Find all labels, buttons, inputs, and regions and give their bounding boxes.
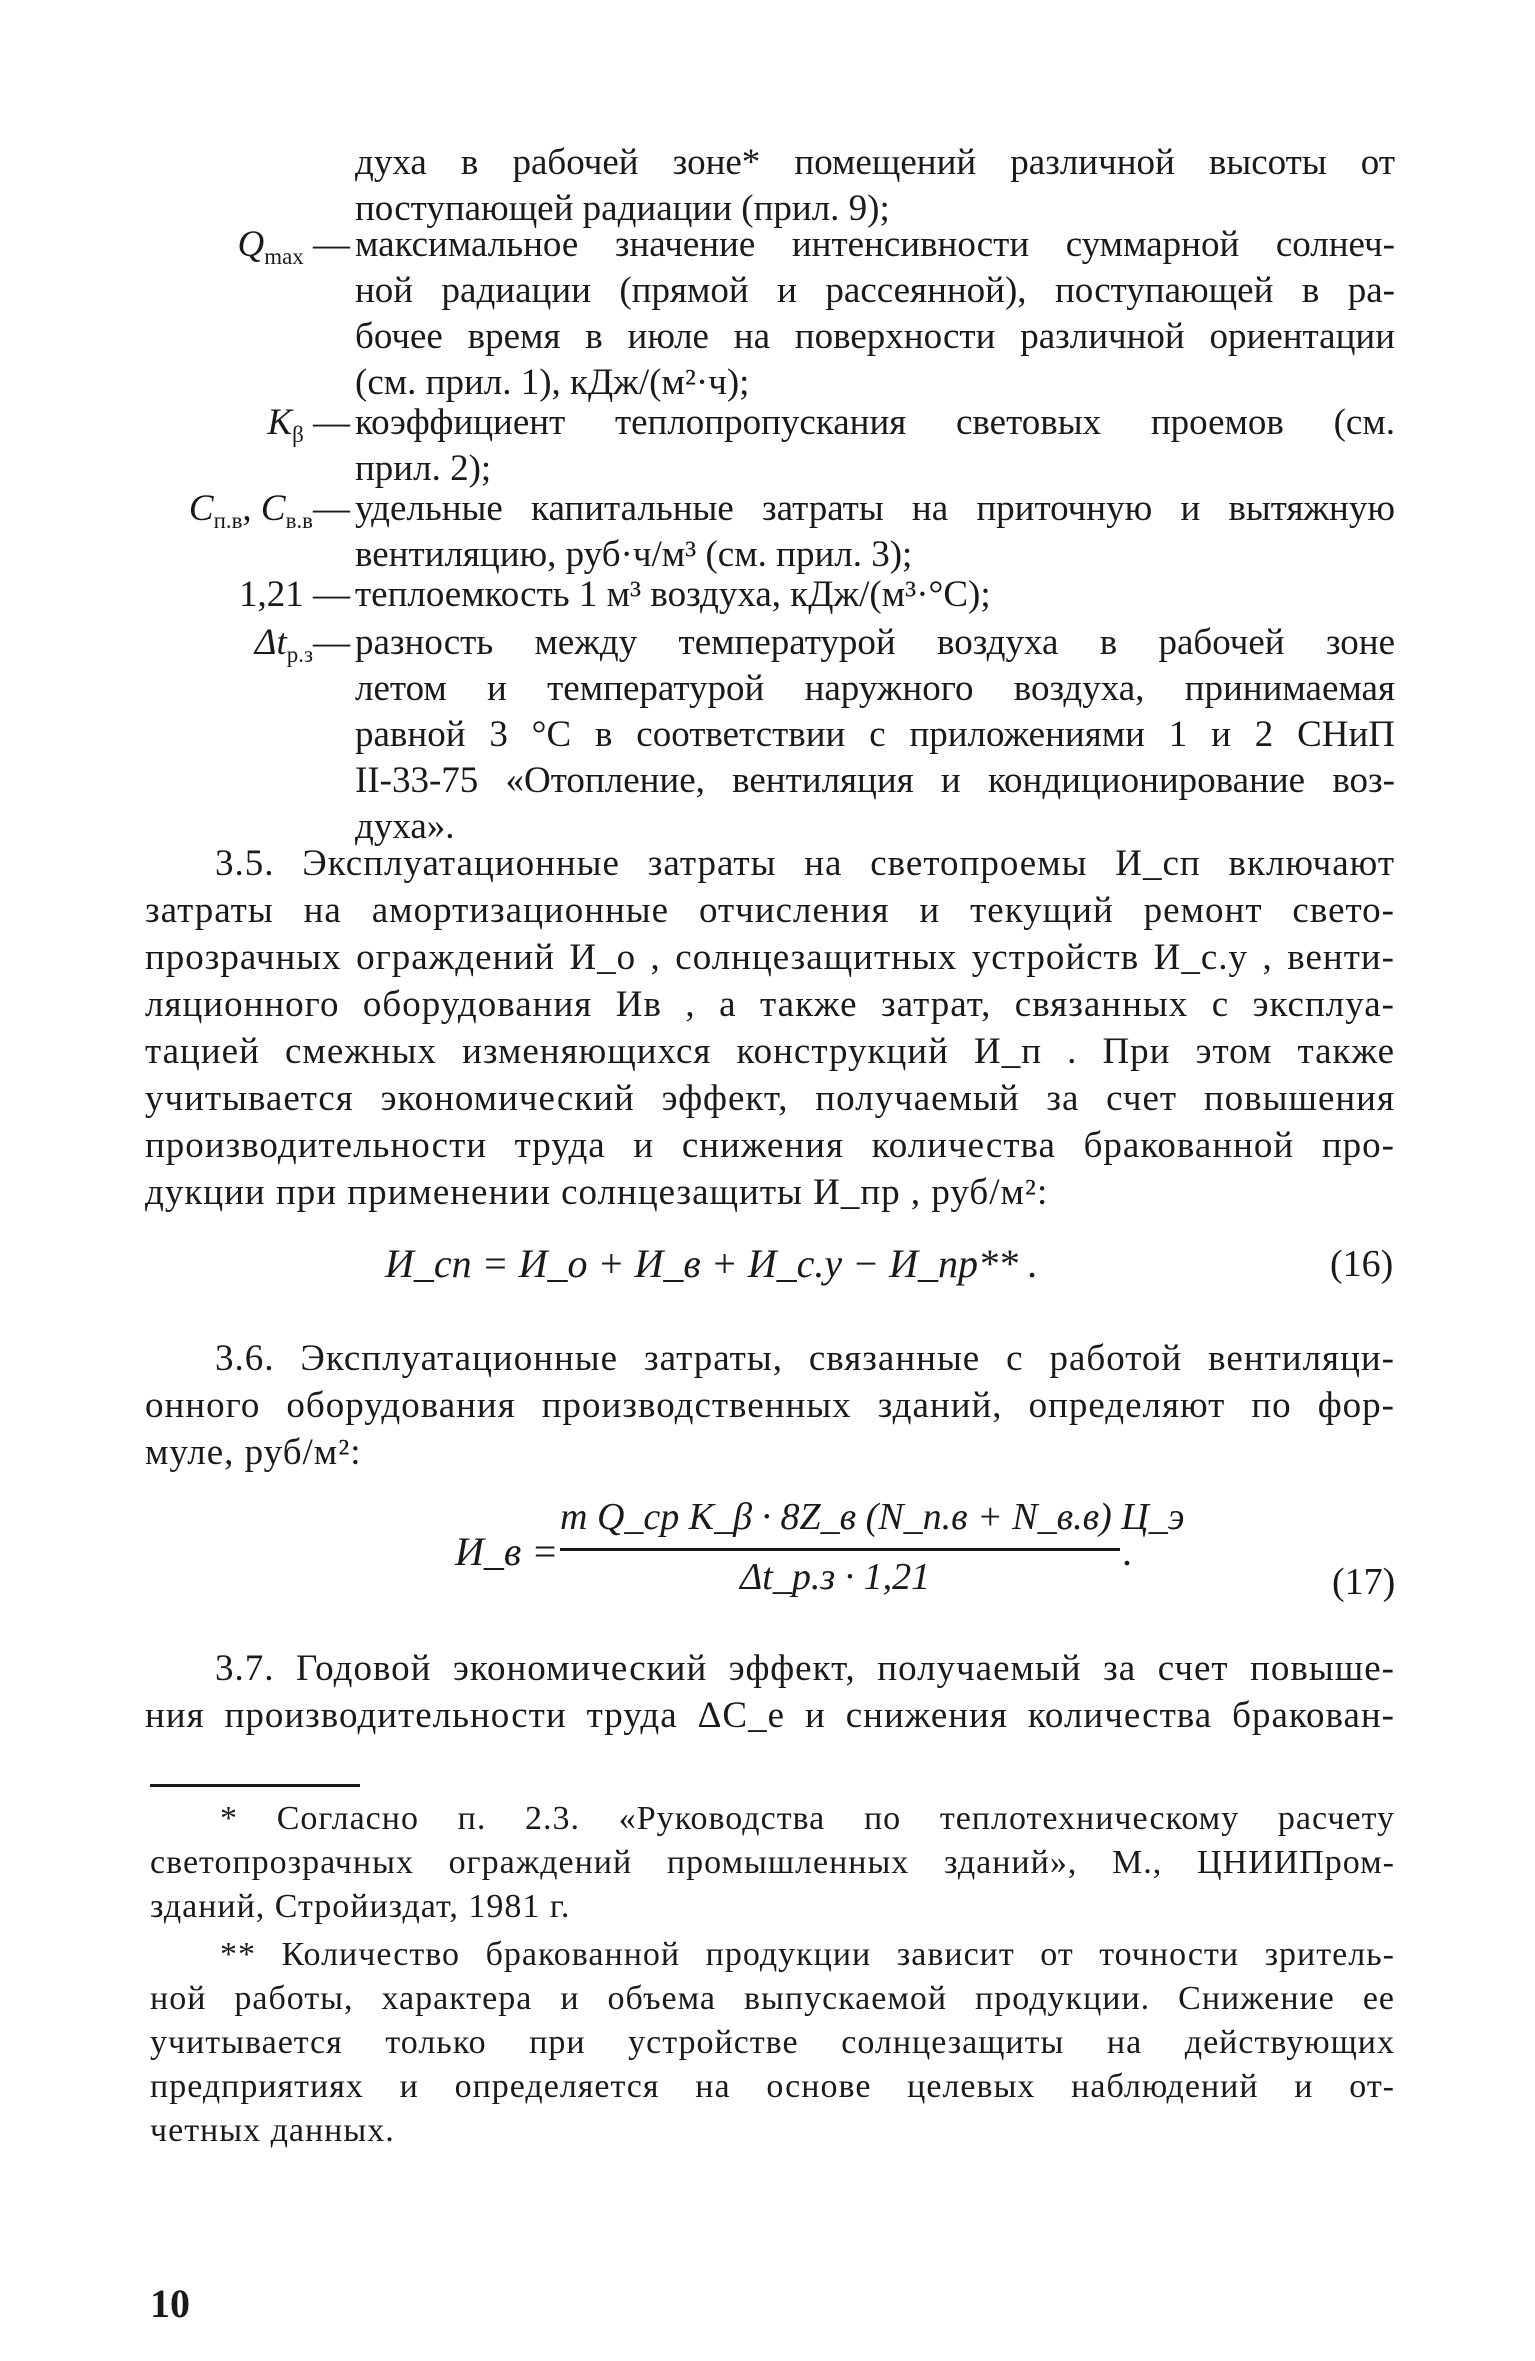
text-line: ** Количество бракованной продукции зависит от точности зритель- <box>220 1936 1395 1973</box>
equation-number-16: (16) <box>1330 1243 1394 1285</box>
formula-17-lhs: И_в = <box>455 1529 559 1574</box>
text-line: муле, руб/м²: <box>145 1432 362 1473</box>
definition-text <box>355 620 1395 850</box>
text-line: коэффициент теплопропускания световых проемов (см. <box>355 402 1395 443</box>
text-line: учитывается экономический эффект, получаемый за счет повышения <box>145 1078 1395 1119</box>
formula-17-trail: . <box>1122 1529 1132 1574</box>
text-line: ния производительности труда ΔС_е и снижения количества бракован- <box>145 1695 1395 1736</box>
text-line: II-33-75 «Отопление, вентиляция и кондиционирование воз- <box>355 760 1395 801</box>
formula-text: И_сп = И_о + И_в + И_с.у − И_пр** . <box>385 1241 1039 1286</box>
text-line: светопрозрачных ограждений промышленных зданий», М., ЦНИИПром- <box>150 1844 1395 1881</box>
definition-symbol: $\Delta t_{р.з}—$ <box>254 622 350 668</box>
text-line: 3.5. Эксплуатационные затраты на светопроемы И_сп включают <box>215 843 1395 884</box>
text-line: разность между температурой воздуха в рабочей зоне <box>355 622 1395 663</box>
formula-16 <box>385 1240 1038 1287</box>
text-line: теплоемкость 1 м³ воздуха, кДж/(м³·°С); <box>355 574 991 615</box>
definition-text <box>355 222 1395 406</box>
text-line: (см. прил. 1), кДж/(м²·ч); <box>355 362 750 403</box>
definition-symbol: 1,21 — <box>239 574 350 615</box>
fraction-bar <box>560 1548 1120 1551</box>
text-line: поступающей радиации (прил. 9); <box>355 188 890 229</box>
definition-text <box>355 140 1395 232</box>
text-line: летом и температурой наружного воздуха, принимаемая <box>355 668 1395 709</box>
text-line: учитывается только при устройстве солнцезащиты на действующих <box>150 2024 1395 2061</box>
text-line: * Согласно п. 2.3. «Руководства по теплотехническому расчету <box>220 1800 1395 1837</box>
page-number: 10 <box>150 2281 190 2326</box>
formula-17-denominator: Δt_р.з · 1,21 <box>740 1556 931 1598</box>
text-line: удельные капитальные затраты на приточную и вытяжную <box>355 488 1395 529</box>
footnote-divider <box>150 1784 360 1787</box>
definition-text <box>355 486 1395 578</box>
text-line: равной 3 °С в соответствии с приложениями 1 и 2 СНиП <box>355 714 1395 755</box>
definition-text <box>355 400 1395 492</box>
section-3-5 <box>145 840 1395 1216</box>
definition-symbol: $C_{п.в}$, $C_{в.в}—$ <box>188 488 350 534</box>
definition-text <box>355 572 1395 618</box>
text-line: затраты на амортизационные отчисления и текущий ремонт свето- <box>145 890 1395 931</box>
text-line: ной радиации (прямой и рассеянной), поступающей в ра- <box>355 270 1395 311</box>
text-line: 3.7. Годовой экономический эффект, получаемый за счет повыше- <box>215 1648 1395 1689</box>
definition-symbol: $Q_{max}$ — <box>237 224 350 270</box>
text-line: тацией смежных изменяющихся конструкций И_п . При этом также <box>145 1031 1395 1072</box>
text-line: онного оборудования производственных зданий, определяют по фор- <box>145 1385 1395 1426</box>
text-line: ной работы, характера и объема выпускаемой продукции. Снижение ее <box>150 1980 1395 2017</box>
equation-number-17: (17) <box>1332 1561 1396 1603</box>
definition-symbol: $K_\beta$ — <box>267 402 350 448</box>
formula-17-numerator: m Q_ср K_β · 8Z_в (N_п.в + N_в.в) Ц_э <box>560 1496 1185 1538</box>
text-line: зданий, Стройиздат, 1981 г. <box>150 1888 571 1925</box>
text-line: духа в рабочей зоне* помещений различной высоты от <box>355 142 1395 183</box>
section-3-6 <box>145 1335 1395 1476</box>
text-line: ляционного оборудования Ив , а также затрат, связанных с эксплуа- <box>145 984 1395 1025</box>
text-line: предприятиях и определяется на основе целевых наблюдений и от- <box>150 2068 1395 2105</box>
text-line: прил. 2); <box>355 448 492 489</box>
text-line: прозрачных ограждений И_о , солнцезащитных устройств И_с.у , венти- <box>145 937 1395 978</box>
section-3-7 <box>145 1645 1395 1739</box>
text-line: духа». <box>355 806 455 847</box>
footnote-2 <box>150 1933 1395 2153</box>
footnote-1 <box>150 1797 1395 1929</box>
text-line: бочее время в июле на поверхности различной ориентации <box>355 316 1395 357</box>
text-line: производительности труда и снижения количества бракованной про- <box>145 1125 1395 1166</box>
text-line: дукции при применении солнцезащиты И_пр , руб/м²: <box>145 1172 1049 1213</box>
text-line: максимальное значение интенсивности суммарной солнеч- <box>355 224 1395 265</box>
text-line: четных данных. <box>150 2112 395 2149</box>
text-line: вентиляцию, руб·ч/м³ (см. прил. 3); <box>355 534 913 575</box>
text-line: 3.6. Эксплуатационные затраты, связанные с работой вентиляци- <box>215 1338 1395 1379</box>
